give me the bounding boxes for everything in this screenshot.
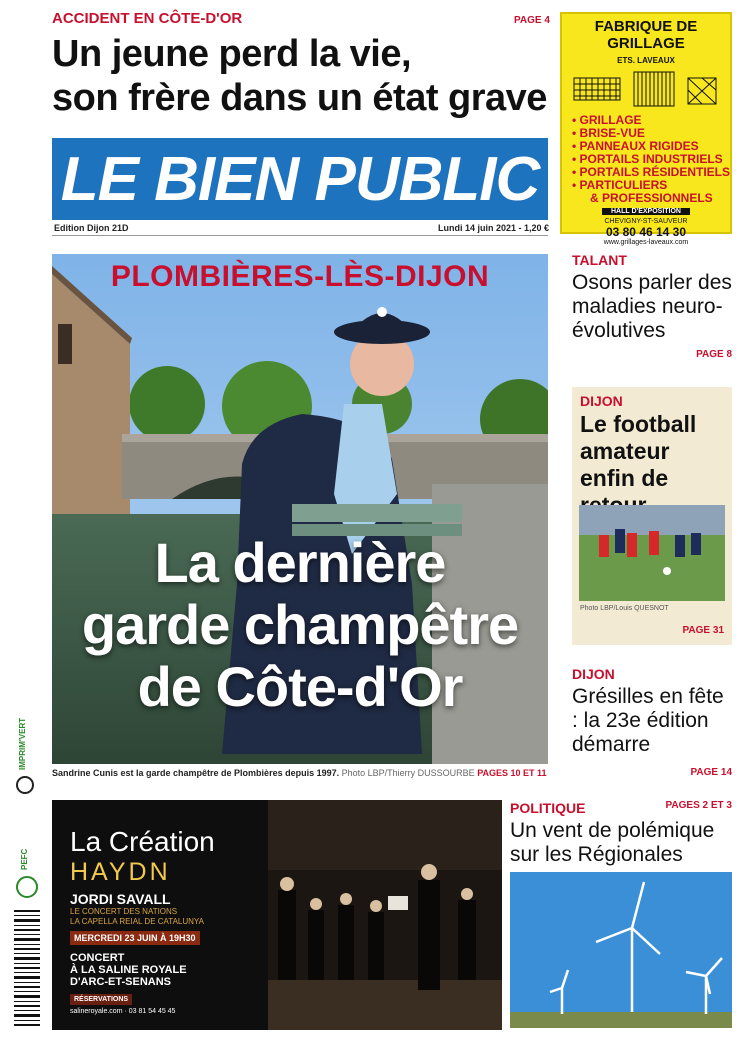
football-photo — [579, 505, 725, 601]
concert-subtitle1: LE CONCERT DES NATIONS — [70, 907, 178, 916]
ad-item: • PORTAILS RÉSIDENTIELS — [572, 165, 730, 179]
recycle-icon — [16, 776, 34, 794]
side-story-talant[interactable] — [572, 252, 732, 360]
ad-town: CHEVIGNY-ST-SAUVEUR — [604, 218, 688, 225]
ad-item: • PARTICULIERS — [572, 178, 668, 192]
top-story-page: PAGE 4 — [514, 15, 550, 26]
top-story-title-line1: Un jeune perd la vie, — [52, 33, 412, 75]
side-title: Un vent de polémique sur les Régionales — [510, 819, 715, 866]
main-place: PLOMBIÈRES-LÈS-DIJON — [110, 260, 490, 293]
main-headline-line2: garde champêtre — [81, 593, 519, 656]
ad-item: & PROFESSIONNELS — [590, 191, 713, 205]
side-page: PAGES 2 ET 3 — [665, 800, 732, 811]
politique-header — [510, 800, 732, 816]
side-title: Osons parler des maladies neuro-évolutives — [572, 271, 732, 342]
main-headline-line1: La dernière — [154, 531, 446, 594]
ad-item: • GRILLAGE — [572, 113, 642, 127]
masthead-edition: Edition Dijon 21D — [54, 223, 129, 233]
side-story-football[interactable] — [572, 387, 732, 645]
top-story-title-line2: son frère dans un état grave — [52, 77, 547, 119]
ad-title: FABRIQUE DE GRILLAGE — [594, 18, 698, 52]
side-kicker: POLITIQUE — [510, 800, 586, 816]
ad-items-list — [572, 114, 730, 205]
ad-item: • PORTAILS INDUSTRIELS — [572, 152, 723, 166]
main-headline — [52, 532, 548, 718]
concert-date: MERCREDI 23 JUIN À 19H30 — [70, 931, 200, 945]
ad-phone: 03 80 46 14 30 — [605, 225, 687, 239]
concert-venue3: D'ARC-ET-SENANS — [70, 976, 172, 988]
side-page: PAGE 8 — [696, 349, 732, 360]
masthead[interactable] — [52, 138, 548, 220]
ad-company: ETS. LAVEAUX — [617, 56, 675, 65]
concert-venue2: À LA SALINE ROYALE — [70, 964, 187, 976]
top-story-kicker: ACCIDENT EN CÔTE-D'OR — [52, 10, 243, 27]
side-title: Grésilles en fête : la 23e édition démarre — [572, 685, 724, 756]
concert-subtitle2: LA CAPELLA REIAL DE CATALUNYA — [70, 917, 204, 926]
ad-web: www.grillages-laveaux.com — [603, 239, 689, 246]
football-credit: Photo LBP/Louis QUESNOT — [580, 605, 669, 612]
orchestra-photo — [268, 800, 502, 1030]
side-kicker: DIJON — [580, 393, 623, 409]
imprimvert-label: IMPRIM'VERT — [18, 717, 27, 770]
concert-reservations[interactable]: RÉSERVATIONS — [70, 994, 132, 1005]
side-page: PAGE 31 — [682, 625, 724, 636]
side-page: PAGE 14 — [690, 767, 732, 778]
barcode — [14, 910, 40, 1030]
caption-pages: PAGES 10 ET 11 — [477, 768, 547, 778]
main-photo[interactable] — [52, 254, 548, 764]
masthead-date: Lundi 14 juin 2021 - 1,20 € — [438, 223, 550, 233]
masthead-title: LE BIEN PUBLIC — [60, 144, 540, 214]
concert-contact: salineroyale.com · 03 81 54 45 45 — [70, 1008, 176, 1015]
caption-credit: Photo LBP/Thierry DUSSOURBE — [341, 768, 475, 778]
main-caption — [52, 768, 552, 778]
side-title: Le football amateur enfin de — [580, 411, 697, 491]
side-story-politique[interactable] — [510, 800, 732, 867]
fence-illustration — [566, 68, 726, 110]
side-kicker: TALANT — [572, 252, 627, 268]
side-kicker: DIJON — [572, 666, 615, 682]
grillage-ad[interactable] — [560, 12, 732, 246]
ad-item: • PANNEAUX RIGIDES — [572, 139, 699, 153]
side-story-gresilles[interactable] — [572, 666, 732, 778]
concert-title: La Création — [70, 826, 215, 857]
caption-text: Sandrine Cunis est la garde champêtre de Plombières depuis 1997. — [52, 768, 340, 778]
concert-composer: HAYDN — [70, 858, 171, 886]
ad-hall: HALL D'EXPOSITION — [602, 208, 690, 215]
main-headline-line3: de Côte-d'Or — [137, 655, 463, 718]
pefc-label: PEFC — [20, 848, 29, 870]
top-story-title[interactable] — [52, 32, 552, 120]
concert-venue1: CONCERT — [70, 952, 125, 964]
wind-turbines-photo — [510, 872, 732, 1028]
masthead-divider — [52, 235, 548, 236]
ad-item: • BRISE-VUE — [572, 126, 645, 140]
concert-ad[interactable] — [52, 800, 502, 1030]
pefc-icon — [16, 876, 38, 898]
concert-title-block — [70, 826, 215, 1015]
concert-artist: JORDI SAVALL — [70, 891, 171, 907]
